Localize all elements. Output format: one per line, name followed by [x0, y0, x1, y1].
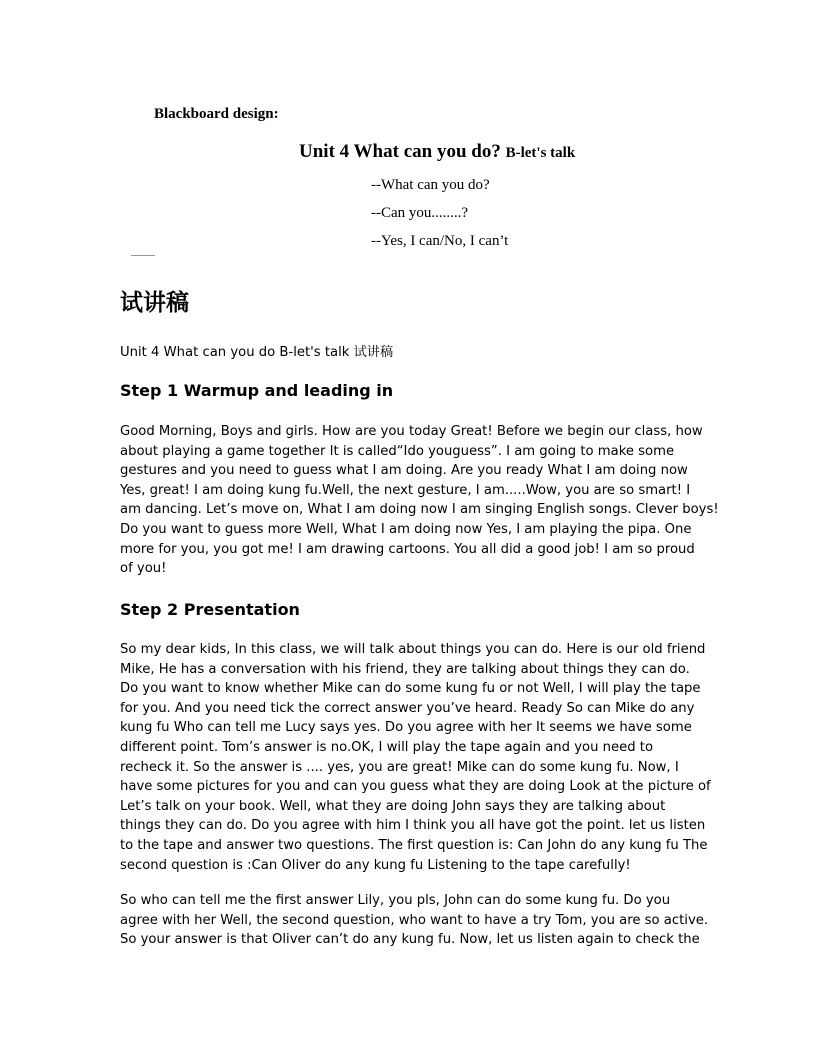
- step1-heading: Step 1 Warmup and leading in: [120, 381, 394, 400]
- blackboard-line-2: --Can you........?: [371, 205, 469, 221]
- paragraph-line: agree with her Well, the second question, who want to have a try Tom, you are so active.: [120, 912, 709, 928]
- paragraph-line: So who can tell me the first answer Lily, you pls, John can do some kung fu. Do you: [120, 893, 671, 908]
- script-subtitle: Unit 4 What can you do B-let's talk 试讲稿: [120, 345, 394, 360]
- divider-mark: [131, 255, 155, 256]
- paragraph-line: Good Morning, Boys and girls. How are you today Great! Before we begin our class, how: [120, 424, 703, 439]
- blackboard-label: Blackboard design:: [154, 106, 279, 122]
- paragraph-line: Do you want to guess more Well, What I am doing now Yes, I am playing the pipa. One: [120, 521, 692, 537]
- step2-heading: Step 2 Presentation: [120, 600, 300, 619]
- paragraph-line: recheck it. So the answer is .... yes, you are great! Mike can do some kung fu. Now, I: [120, 759, 679, 775]
- paragraph-line: about playing a game together It is called“Ido youguess”. I am going to make some: [120, 443, 675, 459]
- paragraph-line: things they can do. Do you agree with him I think you all have got the point. let us listen: [120, 818, 706, 834]
- paragraph-line: gestures and you need to guess what I am doing. Are you ready What I am doing now: [120, 463, 688, 479]
- blackboard-line-1: --What can you do?: [371, 177, 490, 193]
- blackboard-title: [299, 141, 575, 163]
- paragraph-line: kung fu Who can tell me Lucy says yes. Do you agree with her It seems we have some: [120, 720, 692, 736]
- paragraph-line: Do you want to know whether Mike can do some kung fu or not Well, I will play the tape: [120, 681, 701, 697]
- paragraph-line: more for you, you got me! I am drawing cartoons. You all did a good job! I am so proud: [120, 541, 695, 557]
- paragraph-line: to the tape and answer two questions. The first question is: Can John do any kung fu The: [120, 837, 708, 853]
- blackboard-line-3: --Yes, I can/No, I can’t: [371, 233, 509, 249]
- step2-paragraph-1: [120, 640, 711, 875]
- paragraph-line: Mike, He has a conversation with his friend, they are talking about things they can do.: [120, 661, 690, 677]
- paragraph-line: So my dear kids, In this class, we will talk about things you can do. Here is our old friend: [120, 642, 706, 657]
- paragraph-line: have some pictures for you and can you guess what they are doing Look at the picture of: [120, 779, 711, 795]
- paragraph-line: am dancing. Let’s move on, What I am doing now I am singing English songs. Clever boys!: [120, 502, 719, 518]
- paragraph-line: for you. And you need tick the correct answer you’ve heard. Ready So can Mike do any: [120, 700, 695, 716]
- paragraph-line: So your answer is that Oliver can’t do any kung fu. Now, let us listen again to check the: [120, 932, 700, 948]
- paragraph-line: Yes, great! I am doing kung fu.Well, the next gesture, I am.....Wow, you are so smart! I: [120, 482, 691, 498]
- script-heading: 试讲稿: [120, 290, 189, 316]
- paragraph-line: Let’s talk on your book. Well, what they are doing John says they are talking about: [120, 798, 666, 814]
- step2-paragraph-2: [120, 891, 709, 950]
- paragraph-line: different point. Tom’s answer is no.OK, I will play the tape again and you need to: [120, 739, 654, 755]
- paragraph-line: of you!: [120, 561, 167, 577]
- step1-paragraph: [120, 422, 719, 579]
- blackboard-title-sub: B-let's talk: [505, 145, 576, 161]
- blackboard-title-main: Unit 4 What can you do?: [299, 141, 501, 162]
- paragraph-line: second question is :Can Oliver do any kung fu Listening to the tape carefully!: [120, 857, 631, 873]
